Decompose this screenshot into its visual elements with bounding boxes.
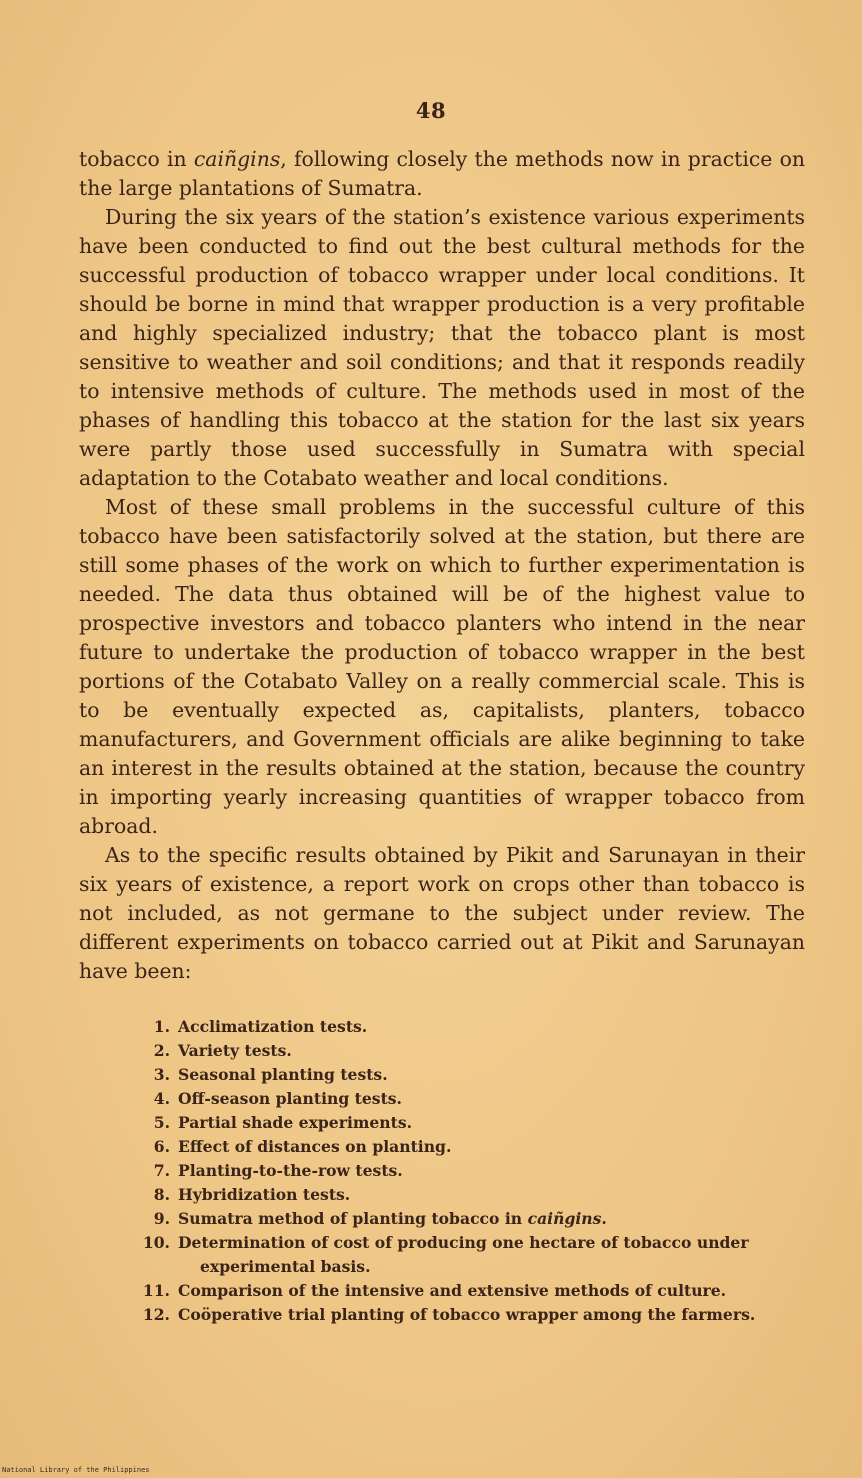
list-item-number: 1. <box>153 1017 170 1036</box>
list-item-continuation: experimental basis. <box>200 1257 371 1276</box>
paragraph-1-italic: caiñgins <box>193 147 281 171</box>
list-item-text: Off-season planting tests. <box>178 1089 402 1108</box>
list-item <box>140 1111 810 1135</box>
list-item <box>140 1135 810 1159</box>
list-item-first-line: Determination of cost of producing one hectare of tobacco under <box>178 1233 749 1252</box>
paragraph-1-lead: tobacco in <box>79 147 194 171</box>
list-item-number: 10. <box>142 1233 170 1252</box>
list-item-number: 7. <box>153 1161 170 1180</box>
list-item <box>140 1015 810 1039</box>
list-item <box>140 1231 810 1279</box>
experiments-list <box>140 1015 810 1327</box>
list-item-text: Variety tests. <box>178 1041 292 1060</box>
list-item-trail: . <box>601 1209 607 1228</box>
list-item-number: 12. <box>142 1305 170 1324</box>
paragraph-1 <box>79 145 805 203</box>
list-item-number: 6. <box>153 1137 170 1156</box>
list-item-number: 3. <box>153 1065 170 1084</box>
list-item <box>140 1183 810 1207</box>
list-item <box>140 1279 810 1303</box>
list-item <box>140 1159 810 1183</box>
list-item-text: Partial shade experiments. <box>178 1113 413 1132</box>
list-item-number: 5. <box>153 1113 170 1132</box>
list-item-number: 8. <box>153 1185 170 1204</box>
paragraph-1-trail: , following closely the methods now in practice on the large plantations of Sumatra. <box>79 147 805 200</box>
list-item-text: Acclimatization tests. <box>178 1017 368 1036</box>
list-item-text: Effect of distances on planting. <box>178 1137 452 1156</box>
list-item-number: 9. <box>153 1209 170 1228</box>
list-item-text <box>178 1207 810 1231</box>
list-item-number: 4. <box>153 1089 170 1108</box>
list-item-text: Coöperative trial planting of tobacco wrapper among the farmers. <box>178 1305 756 1324</box>
body-text <box>79 145 805 986</box>
list-item-italic: caiñgins <box>527 1209 602 1228</box>
library-footer: National Library of the Philippines <box>2 1466 150 1474</box>
list-item-text: Seasonal planting tests. <box>178 1065 388 1084</box>
list-item-text <box>178 1231 810 1279</box>
list-item <box>140 1207 810 1231</box>
paragraph-2: During the six years of the station’s existence various experiments have been conducted to find out the best cultural methods for the successful production of tobacco wrapper under local conditions. It should be borne in mind that wrapper production is a very profitable and highly specialized industry; that the tobacco plant is most sensitive to weather and soil conditions; and that it responds readily to intensive methods of culture. The methods used in most of the phases of handling this tobacco at the station for the last six years were partly those used successfully in Sumatra with special adaptation to the Cotabato weather and local conditions. <box>79 205 805 490</box>
list-item-text: Comparison of the intensive and extensive methods of culture. <box>178 1281 727 1300</box>
paragraph-3: Most of these small problems in the successful culture of this tobacco have been satisfactorily solved at the station, but there are still some phases of the work on which to further experimentation is needed. The data thus obtained will be of the highest value to prospective investors and tobacco planters who intend in the near future to undertake the production of tobacco wrapper in the best portions of the Cotabato Valley on a really commercial scale. This is to be eventually expected as, capitalists, planters, tobacco manufacturers, and Government officials are alike beginning to take an interest in the results obtained at the station, because the country in importing yearly increasing quantities of wrapper tobacco from abroad. <box>79 495 805 838</box>
list-item <box>140 1063 810 1087</box>
page-number: 48 <box>415 98 447 123</box>
list-item-number: 11. <box>142 1281 170 1300</box>
list-item <box>140 1303 810 1327</box>
list-item-text: Planting-to-the-row tests. <box>178 1161 403 1180</box>
list-item <box>140 1087 810 1111</box>
list-item-number: 2. <box>153 1041 170 1060</box>
list-item-lead: Sumatra method of planting tobacco in <box>178 1209 528 1228</box>
list-item <box>140 1039 810 1063</box>
paragraph-4: As to the specific results obtained by Pikit and Sarunayan in their six years of existence, a report work on crops other than tobacco is not included, as not germane to the subject under review. The different experiments on tobacco carried out at Pikit and Sarunayan have been: <box>79 843 805 983</box>
list-item-text: Hybridization tests. <box>178 1185 351 1204</box>
